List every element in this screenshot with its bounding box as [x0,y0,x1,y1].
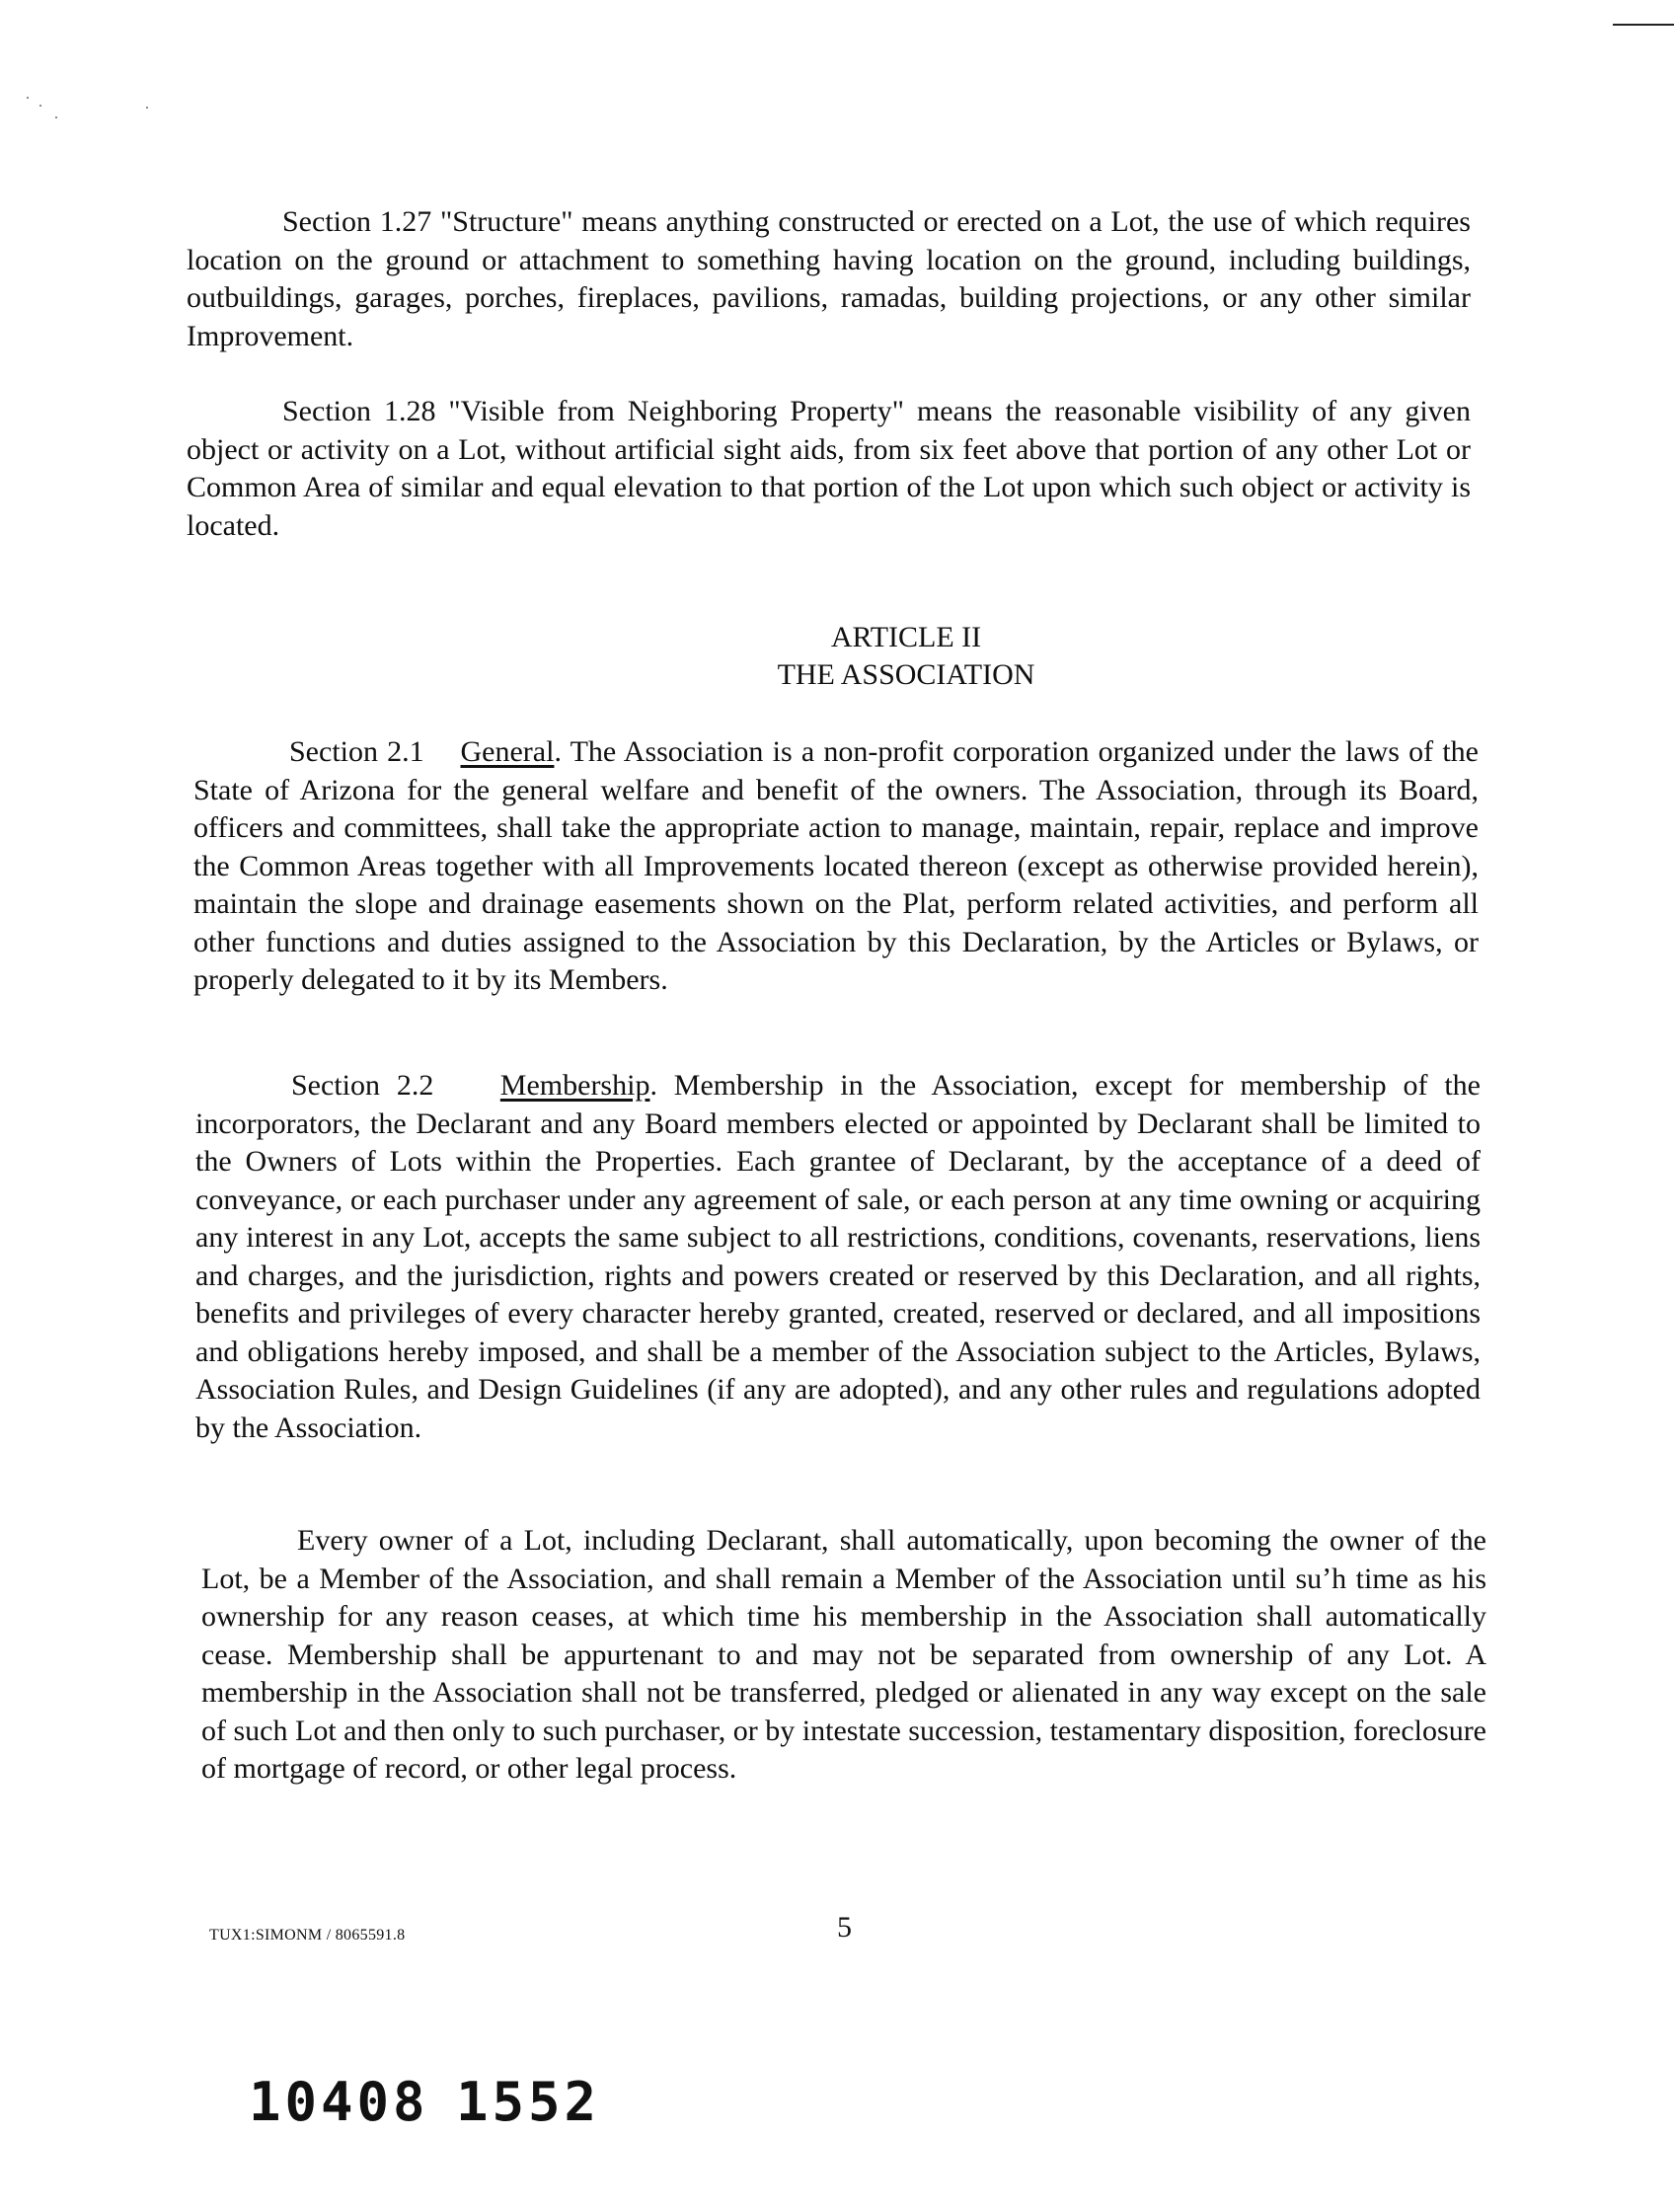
section-2-2-heading: Membership [499,1069,650,1102]
section-2-2-prefix: Section 2.2 [291,1069,434,1102]
section-1-27: Section 1.27 "Structure" means anything constructed or erected on a Lot, the use of which requires location on the ground or attachment to something having location on the ground, including buildings, outbuildings, garages, porches, fireplaces, pavilions, ramadas, building projections, or any other similar Improvement. [187,205,1471,352]
recording-stamp-page: 1552 [456,2071,601,2133]
article-number: ARTICLE II [830,621,982,653]
scan-speck [27,97,29,99]
document-code: TUX1:SIMONM / 8065591.8 [209,1927,406,1944]
section-1-28: Section 1.28 "Visible from Neighboring Property" means the reasonable visibility of any given object or activity on a Lot, without artificial sight aids, from six feet above that portion of any other Lot or Common Area of similar and equal elevation to that portion of the Lot upon which such object or activity is located. [187,395,1471,542]
section-2-1-heading: General [460,735,555,768]
scan-speck [55,116,57,118]
article-title: THE ASSOCIATION [777,658,1035,691]
section-2-2-body: . Membership in the Association, except for membership of the incorporators, the Declarant and any Board members elected or appointed by Declarant shall be limited to the Owners of Lots within the Properties. Each grantee of Declarant, by the acceptance of a deed of conveyance, or each purchaser under any agreement of sale, or each person at any time owning or acquiring any interest in any Lot, accepts the same subject to all restrictions, conditions, covenants, reservations, liens and charges, and the jurisdiction, rights and powers created or reserved by this Declaration, and all rights, benefits and privileges of every character hereby granted, created, reserved or declared, and all impositions and obligations hereby imposed, and shall be a member of the Association subject to the Articles, Bylaws, Association Rules, and Design Guidelines (if any are adopted), and any other rules and regulations adopted by the Association. [195,1069,1481,1444]
scan-speck [39,105,41,107]
scan-speck [146,107,148,109]
top-edge-mark [1613,24,1674,26]
owner-membership-paragraph: Every owner of a Lot, including Declarant, shall automatically, upon becoming the owner of the Lot, be a Member of the Association, and shall remain a Member of the Association until suʼh time as his ownership for any reason ceases, at which time his membership in the Association shall automatically cease. Membership shall be appurtenant to and may not be separated from ownership of any Lot. A membership in the Association shall not be transferred, pledged or alienated in any way except on the sale of such Lot and then only to such purchaser, or by intestate succession, testamentary disposition, foreclosure of mortgage of record, or other legal process. [201,1524,1486,1785]
section-2-1-prefix: Section 2.1 [289,735,424,768]
recording-stamp-book: 10408 [249,2071,429,2133]
page-number: 5 [837,1911,852,1944]
section-2-2 [195,1067,1481,1447]
section-2-1-body: . The Association is a non-profit corporation organized under the laws of the State of Arizona for the general welfare and benefit of the owners. The Association, through its Board, officers and committees, shall take the appropriate action to manage, maintain, repair, replace and improve the Common Areas together with all Improvements located thereon (except as otherwise provided herein), maintain the slope and drainage easements shown on the Plat, perform related activities, and perform all other functions and duties assigned to the Association by this Declaration, by the Articles or Bylaws, or properly delegated to it by its Members. [193,735,1479,996]
section-2-1 [193,733,1479,1000]
